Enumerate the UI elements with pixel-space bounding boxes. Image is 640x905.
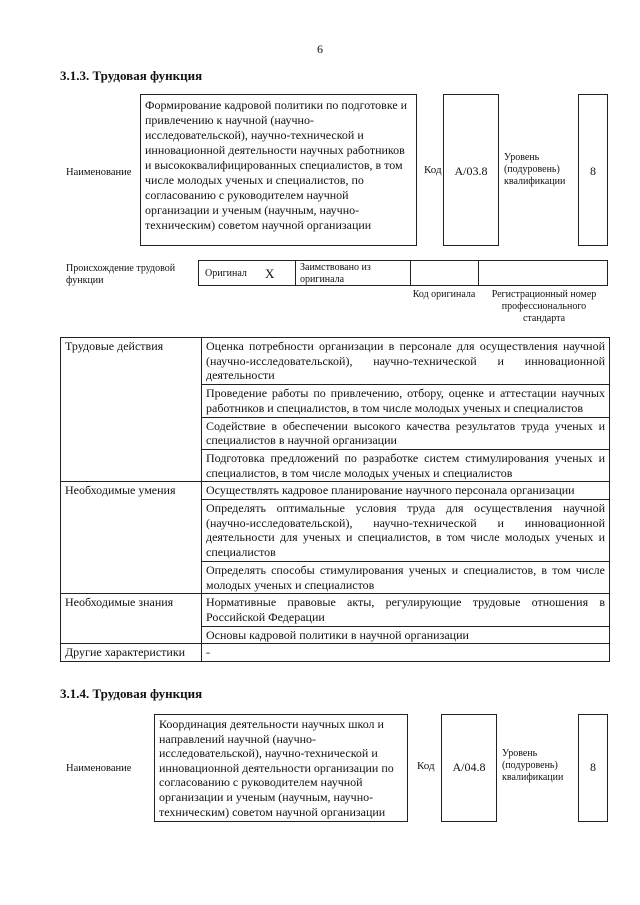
- function-name-box-314: [154, 714, 408, 822]
- code-label-314: Код: [417, 760, 435, 772]
- level-label-313: Уровень (подуровень) квалификации: [504, 152, 566, 187]
- origin-divider-2: [410, 261, 411, 285]
- labor-action-item: Содействие в обеспечении высокого качества результатов труда ученых и специалистов в научной организации: [202, 417, 610, 449]
- origin-code-caption: Код оригинала: [412, 289, 476, 300]
- labor-action-item: Подготовка предложений по разработке систем стимулирования ученых и специалистов, в том числе молодых ученых и специалистов: [202, 449, 610, 481]
- name-label-314: Наименование: [66, 763, 132, 774]
- section-heading-314: 3.1.4. Трудовая функция: [60, 686, 203, 701]
- skills-label: Необходимые умения: [61, 482, 202, 594]
- knowledge-item: Основы кадровой политики в научной организации: [202, 626, 610, 644]
- knowledge-label: Необходимые знания: [61, 594, 202, 644]
- level-label-314: Уровень (подуровень) квалификации: [502, 748, 564, 783]
- other-value: -: [202, 644, 610, 662]
- origin-original-label: Оригинал: [205, 268, 247, 279]
- origin-row: [198, 260, 608, 286]
- origin-checkmark: X: [265, 266, 275, 281]
- function-name-box-313: [140, 94, 417, 246]
- skill-item: Определять способы стимулирования ученых и специалистов, в том числе молодых ученых и специалистов: [202, 561, 610, 593]
- other-label: Другие характеристики: [61, 644, 202, 662]
- origin-label: Происхождение трудовой функции: [66, 263, 176, 286]
- level-value-313: 8: [578, 94, 608, 246]
- labor-actions-label: Трудовые действия: [61, 338, 202, 482]
- origin-reg-caption: Регистрационный номер профессионального стандарта: [491, 289, 597, 324]
- skill-item: Осуществлять кадровое планирование научного персонала организации: [202, 482, 610, 500]
- function-details-table: [60, 337, 610, 662]
- knowledge-item: Нормативные правовые акты, регулирующие трудовые отношения в Российской Федерации: [202, 594, 610, 626]
- code-value-314: А/04.8: [441, 714, 497, 822]
- name-label-313: Наименование: [66, 167, 132, 178]
- skill-item: Определять оптимальные условия труда для осуществления научной (научно-исследовательской), научно-технической и инновационной деятельности для ученых и специалистов, в том числе молодых ученых и специалистов: [202, 500, 610, 562]
- code-label-313: Код: [424, 164, 442, 176]
- origin-divider-1: [295, 261, 296, 285]
- function-name-314: Координация деятельности научных школ и направлений научной (научно-исследовательской), научно-технической и инновационной деятельности организации по согласованию с руководителем научной организации и ученым (научным, научно-техническим) советом научной организации: [159, 717, 394, 819]
- function-name-313: Формирование кадровой политики по подготовке и привлечению к научной (научно-исследовательской), научно-технической и инновационной деятельности научных работников и высококвалифицированных специалистов, в том числе молодых ученых и специалистов, по согласованию с руководителем научной организации и ученым (научным, научно-техническим) советом научной организации: [145, 98, 408, 232]
- labor-action-item: Оценка потребности организации в персонале для осуществления научной (научно-исследовательской), научно-технической и инновационной деятельности: [202, 338, 610, 385]
- origin-borrowed-label: Заимствовано из оригинала: [300, 262, 371, 285]
- code-value-313: А/03.8: [443, 94, 499, 246]
- origin-divider-3: [478, 261, 479, 285]
- level-value-314: 8: [578, 714, 608, 822]
- page-number: 6: [317, 42, 323, 56]
- labor-action-item: Проведение работы по привлечению, отбору, оценке и аттестации научных работников и специалистов, в том числе молодых ученых и специалистов: [202, 385, 610, 417]
- section-heading-313: 3.1.3. Трудовая функция: [60, 68, 203, 83]
